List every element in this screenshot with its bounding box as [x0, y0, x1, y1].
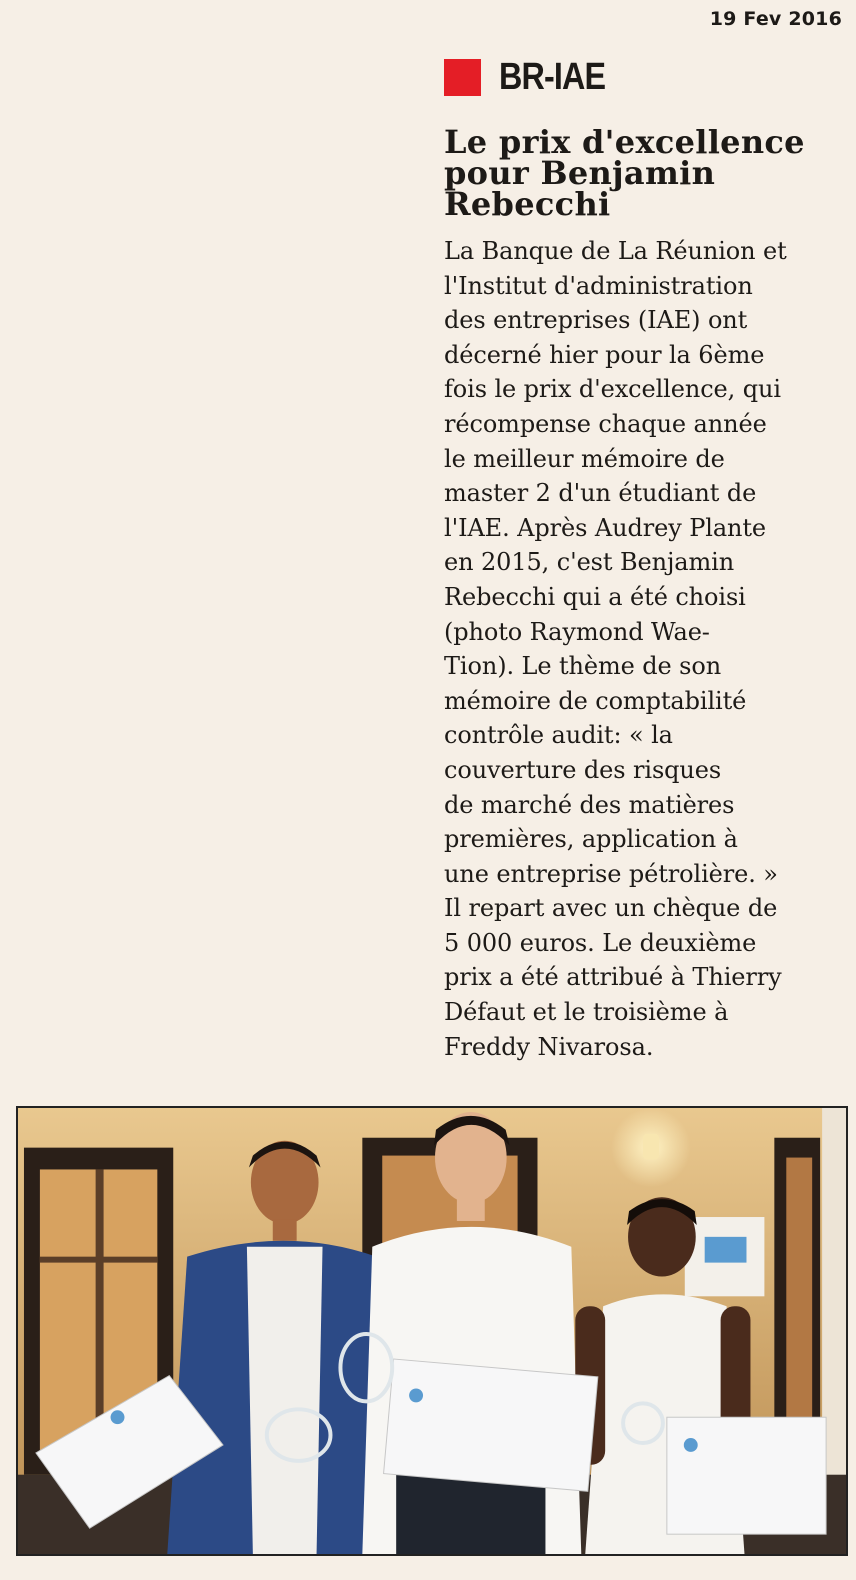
certificate-center [384, 1359, 598, 1491]
body-line: Rebecchi qui a été choisi [444, 582, 746, 611]
certificate-right [667, 1417, 826, 1534]
rubric-label: BR-IAE [499, 56, 606, 98]
headline-line: pour Benjamin [444, 154, 716, 192]
wall-lamp [643, 1134, 659, 1160]
body-line: l'Institut d'administration [444, 271, 753, 300]
body-line: 5 000 euros. Le deuxième [444, 928, 757, 957]
headline-line: Le prix d'excellence [444, 123, 805, 161]
body-line: l'IAE. Après Audrey Plante [444, 513, 767, 542]
body-line: Freddy Nivarosa. [444, 1032, 654, 1061]
body-line: master 2 d'un étudiant de [444, 479, 757, 508]
award-photo [16, 1106, 848, 1556]
body-line: le meilleur mémoire de [444, 444, 725, 473]
body-line: de marché des matières [444, 790, 735, 819]
body-line: couverture des risques [444, 755, 722, 784]
body-line: (photo Raymond Wae- [444, 617, 710, 646]
body-line: en 2015, c'est Benjamin [444, 548, 735, 577]
body-line: mémoire de comptabilité [444, 686, 747, 715]
award-photo-illustration [18, 1108, 846, 1554]
body-line: prix a été attribué à Thierry [444, 963, 782, 992]
body-line: premières, application à [444, 825, 738, 854]
section-rubric [444, 56, 624, 99]
publication-date: 19 Fev 2016 [709, 8, 842, 30]
body-line: Tion). Le thème de son [444, 652, 722, 681]
body-line: Il repart avec un chèque de [444, 894, 778, 923]
article-body [444, 234, 844, 1064]
body-line: Défaut et le troisième à [444, 998, 729, 1027]
body-line: des entreprises (IAE) ont [444, 306, 748, 335]
article-headline [444, 123, 844, 223]
body-line: fois le prix d'excellence, qui [444, 375, 781, 404]
body-line: récompense chaque année [444, 409, 767, 438]
body-line: décerné hier pour la 6ème [444, 340, 765, 369]
body-line: une entreprise pétrolière. » [444, 859, 778, 888]
body-line: contrôle audit: « la [444, 721, 673, 750]
body-line: La Banque de La Réunion et [444, 237, 787, 265]
rubric-square [444, 59, 481, 96]
headline-line: Rebecchi [444, 185, 611, 223]
